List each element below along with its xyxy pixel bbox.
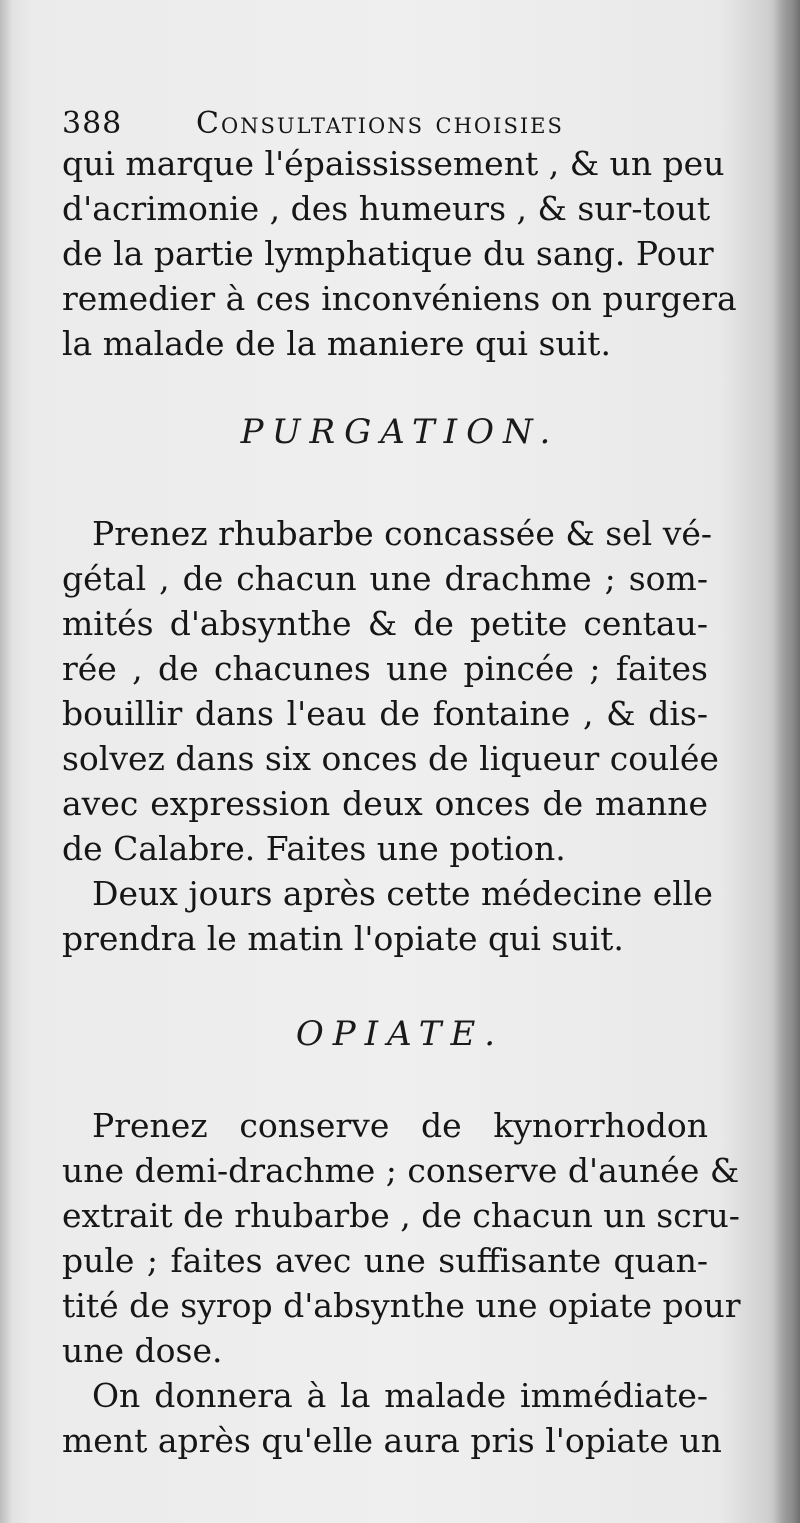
text-line: rée , de chacunes une pincée ; faites [62, 649, 708, 688]
text-line: une demi-drachme ; conserve d'aunée & [62, 1151, 740, 1190]
section-heading-opiate: OPIATE. [295, 1014, 505, 1054]
text-line: remedier à ces inconvéniens on purgera [62, 279, 737, 318]
text-line: Deux jours après cette médecine elle [92, 874, 713, 913]
text-line: pule ; faites avec une suffisante quan- [62, 1241, 708, 1280]
text-line: de la partie lymphatique du sang. Pour [62, 234, 714, 273]
text-line: On donnera à la malade immédiate- [92, 1376, 708, 1415]
text-line: avec expression deux onces de manne [62, 784, 708, 823]
text-line: mités d'absynthe & de petite centau- [62, 604, 708, 643]
text-line: la malade de la maniere qui suit. [62, 324, 611, 363]
page-gutter-shadow [774, 0, 800, 1523]
text-line: d'acrimonie , des humeurs , & sur-tout [62, 189, 711, 228]
text-line: qui marque l'épaississement , & un peu [62, 144, 725, 183]
running-title: Consultations choisies [196, 106, 564, 141]
text-line: extrait de rhubarbe , de chacun un scru- [62, 1196, 740, 1235]
text-line: solvez dans six onces de liqueur coulée [62, 739, 719, 778]
text-line: Prenez conserve de kynorrhodon [92, 1106, 708, 1145]
page-left-shadow [0, 0, 12, 1523]
text-line: de Calabre. Faites une potion. [62, 829, 566, 868]
section-heading-purgation: PURGATION. [240, 412, 560, 452]
text-line: gétal , de chacun une drachme ; som- [62, 559, 708, 598]
page-number: 388 [62, 106, 123, 141]
text-line: bouillir dans l'eau de fontaine , & dis- [62, 694, 708, 733]
text-line: Prenez rhubarbe concassée & sel vé- [92, 514, 713, 553]
text-line: tité de syrop d'absynthe une opiate pour [62, 1286, 741, 1325]
text-line: une dose. [62, 1331, 223, 1370]
text-line: ment après qu'elle aura pris l'opiate un [62, 1421, 722, 1460]
text-line: prendra le matin l'opiate qui suit. [62, 919, 624, 958]
